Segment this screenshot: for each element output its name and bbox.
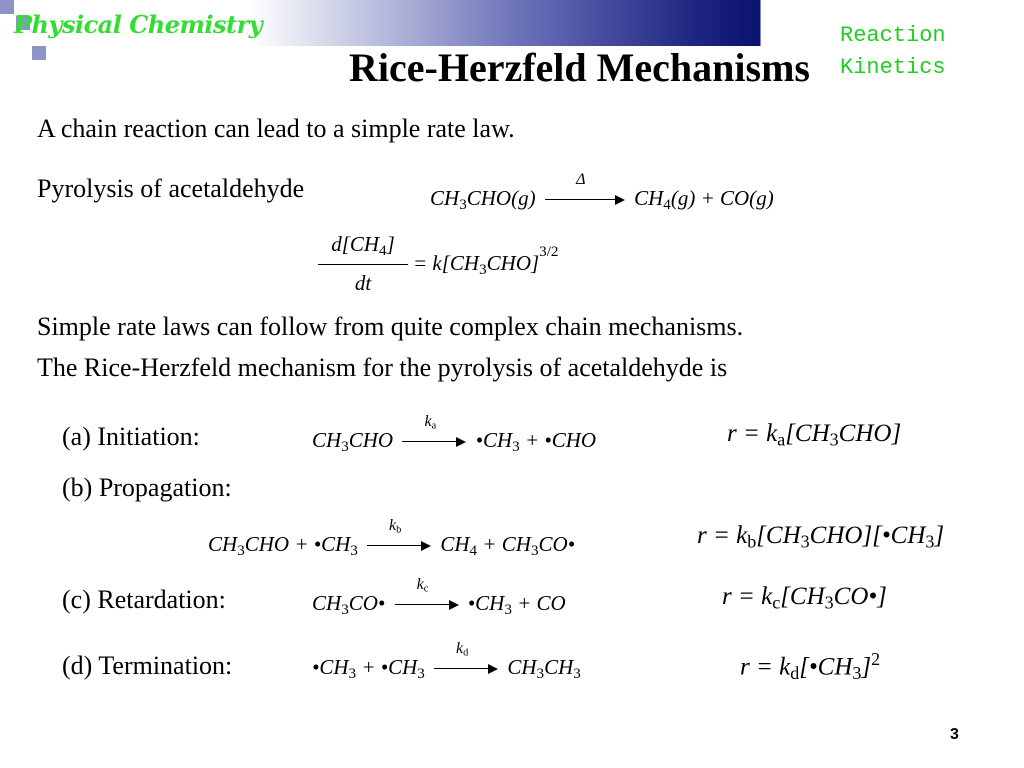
overall-reaction — [430, 171, 774, 214]
reaction-arrow — [545, 171, 625, 205]
pyrolysis-label: Pyrolysis of acetaldehyde — [37, 174, 305, 203]
reaction-arrow — [434, 640, 498, 674]
rate-fraction — [318, 232, 408, 296]
delta-label: Δ — [576, 171, 586, 189]
rate-numerator: $d[CH_4]$ — [318, 232, 408, 265]
rate-rhs: = $k[CH_3CHO]^{3/2}$ — [413, 244, 559, 278]
step-label-b: (b) Propagation: — [62, 473, 232, 502]
step-equation-c: $CH_3CO•$ $k_c$ $•CH_3$ + CO — [312, 576, 566, 618]
step-label-c: (c) Retardation: — [62, 585, 226, 614]
step-rate-b: $r = k_b[CH_3CHO][•CH_3]$ — [697, 522, 945, 552]
corner-square-3 — [32, 46, 46, 60]
rate-constant-label: $k_a$ — [424, 413, 437, 432]
reaction-arrow — [367, 517, 431, 551]
step-rate-a: $r = k_a[CH_3CHO]$ — [727, 420, 902, 450]
topic-line-2: Kinetics — [840, 55, 946, 80]
intro-text: A chain reaction can lead to a simple rate law. — [37, 114, 515, 143]
step-label-a: (a) Initiation: — [62, 422, 200, 451]
rate-denominator: dt — [354, 270, 372, 295]
overall-reactant: $CH_3CHO(g)$ — [430, 186, 536, 213]
step-rate-d: $r = k_d[•CH_3]^2$ — [740, 649, 881, 683]
course-title: Physical Chemistry — [14, 10, 263, 39]
step-equation-d: $•CH_3$ + $•CH_3$ $k_d$ $CH_3CH_3$ — [312, 640, 581, 682]
step-equation-a: $CH_3CHO$ $k_a$ $•CH_3$ + •CHO — [312, 413, 597, 455]
mechanism-text-2: The Rice-Herzfeld mechanism for the pyrolysis of acetaldehyde is — [37, 353, 728, 382]
rate-constant-label: $k_d$ — [455, 640, 469, 659]
step-equation-b: $CH_3CHO$ + $•CH_3$ $k_b$ $CH_4$ + $CH_3CO•$ — [208, 517, 576, 559]
rate-constant-label: $k_c$ — [416, 576, 429, 595]
step-rate-c: $r = k_c[CH_3CO•]$ — [722, 583, 887, 613]
overall-products: $CH_4(g) + CO(g)$ — [634, 186, 774, 213]
slide-title: Rice-Herzfeld Mechanisms — [349, 45, 810, 90]
rate-constant-label: $k_b$ — [388, 517, 402, 536]
page-number: 3 — [950, 726, 959, 743]
topic-label — [840, 20, 946, 84]
mechanism-text-1: Simple rate laws can follow from quite complex chain mechanisms. — [37, 312, 744, 341]
step-label-d: (d) Termination: — [62, 651, 233, 680]
corner-square-1 — [0, 0, 14, 14]
reaction-arrow — [402, 413, 466, 447]
topic-line-1: Reaction — [840, 23, 946, 48]
reaction-arrow — [395, 576, 459, 610]
